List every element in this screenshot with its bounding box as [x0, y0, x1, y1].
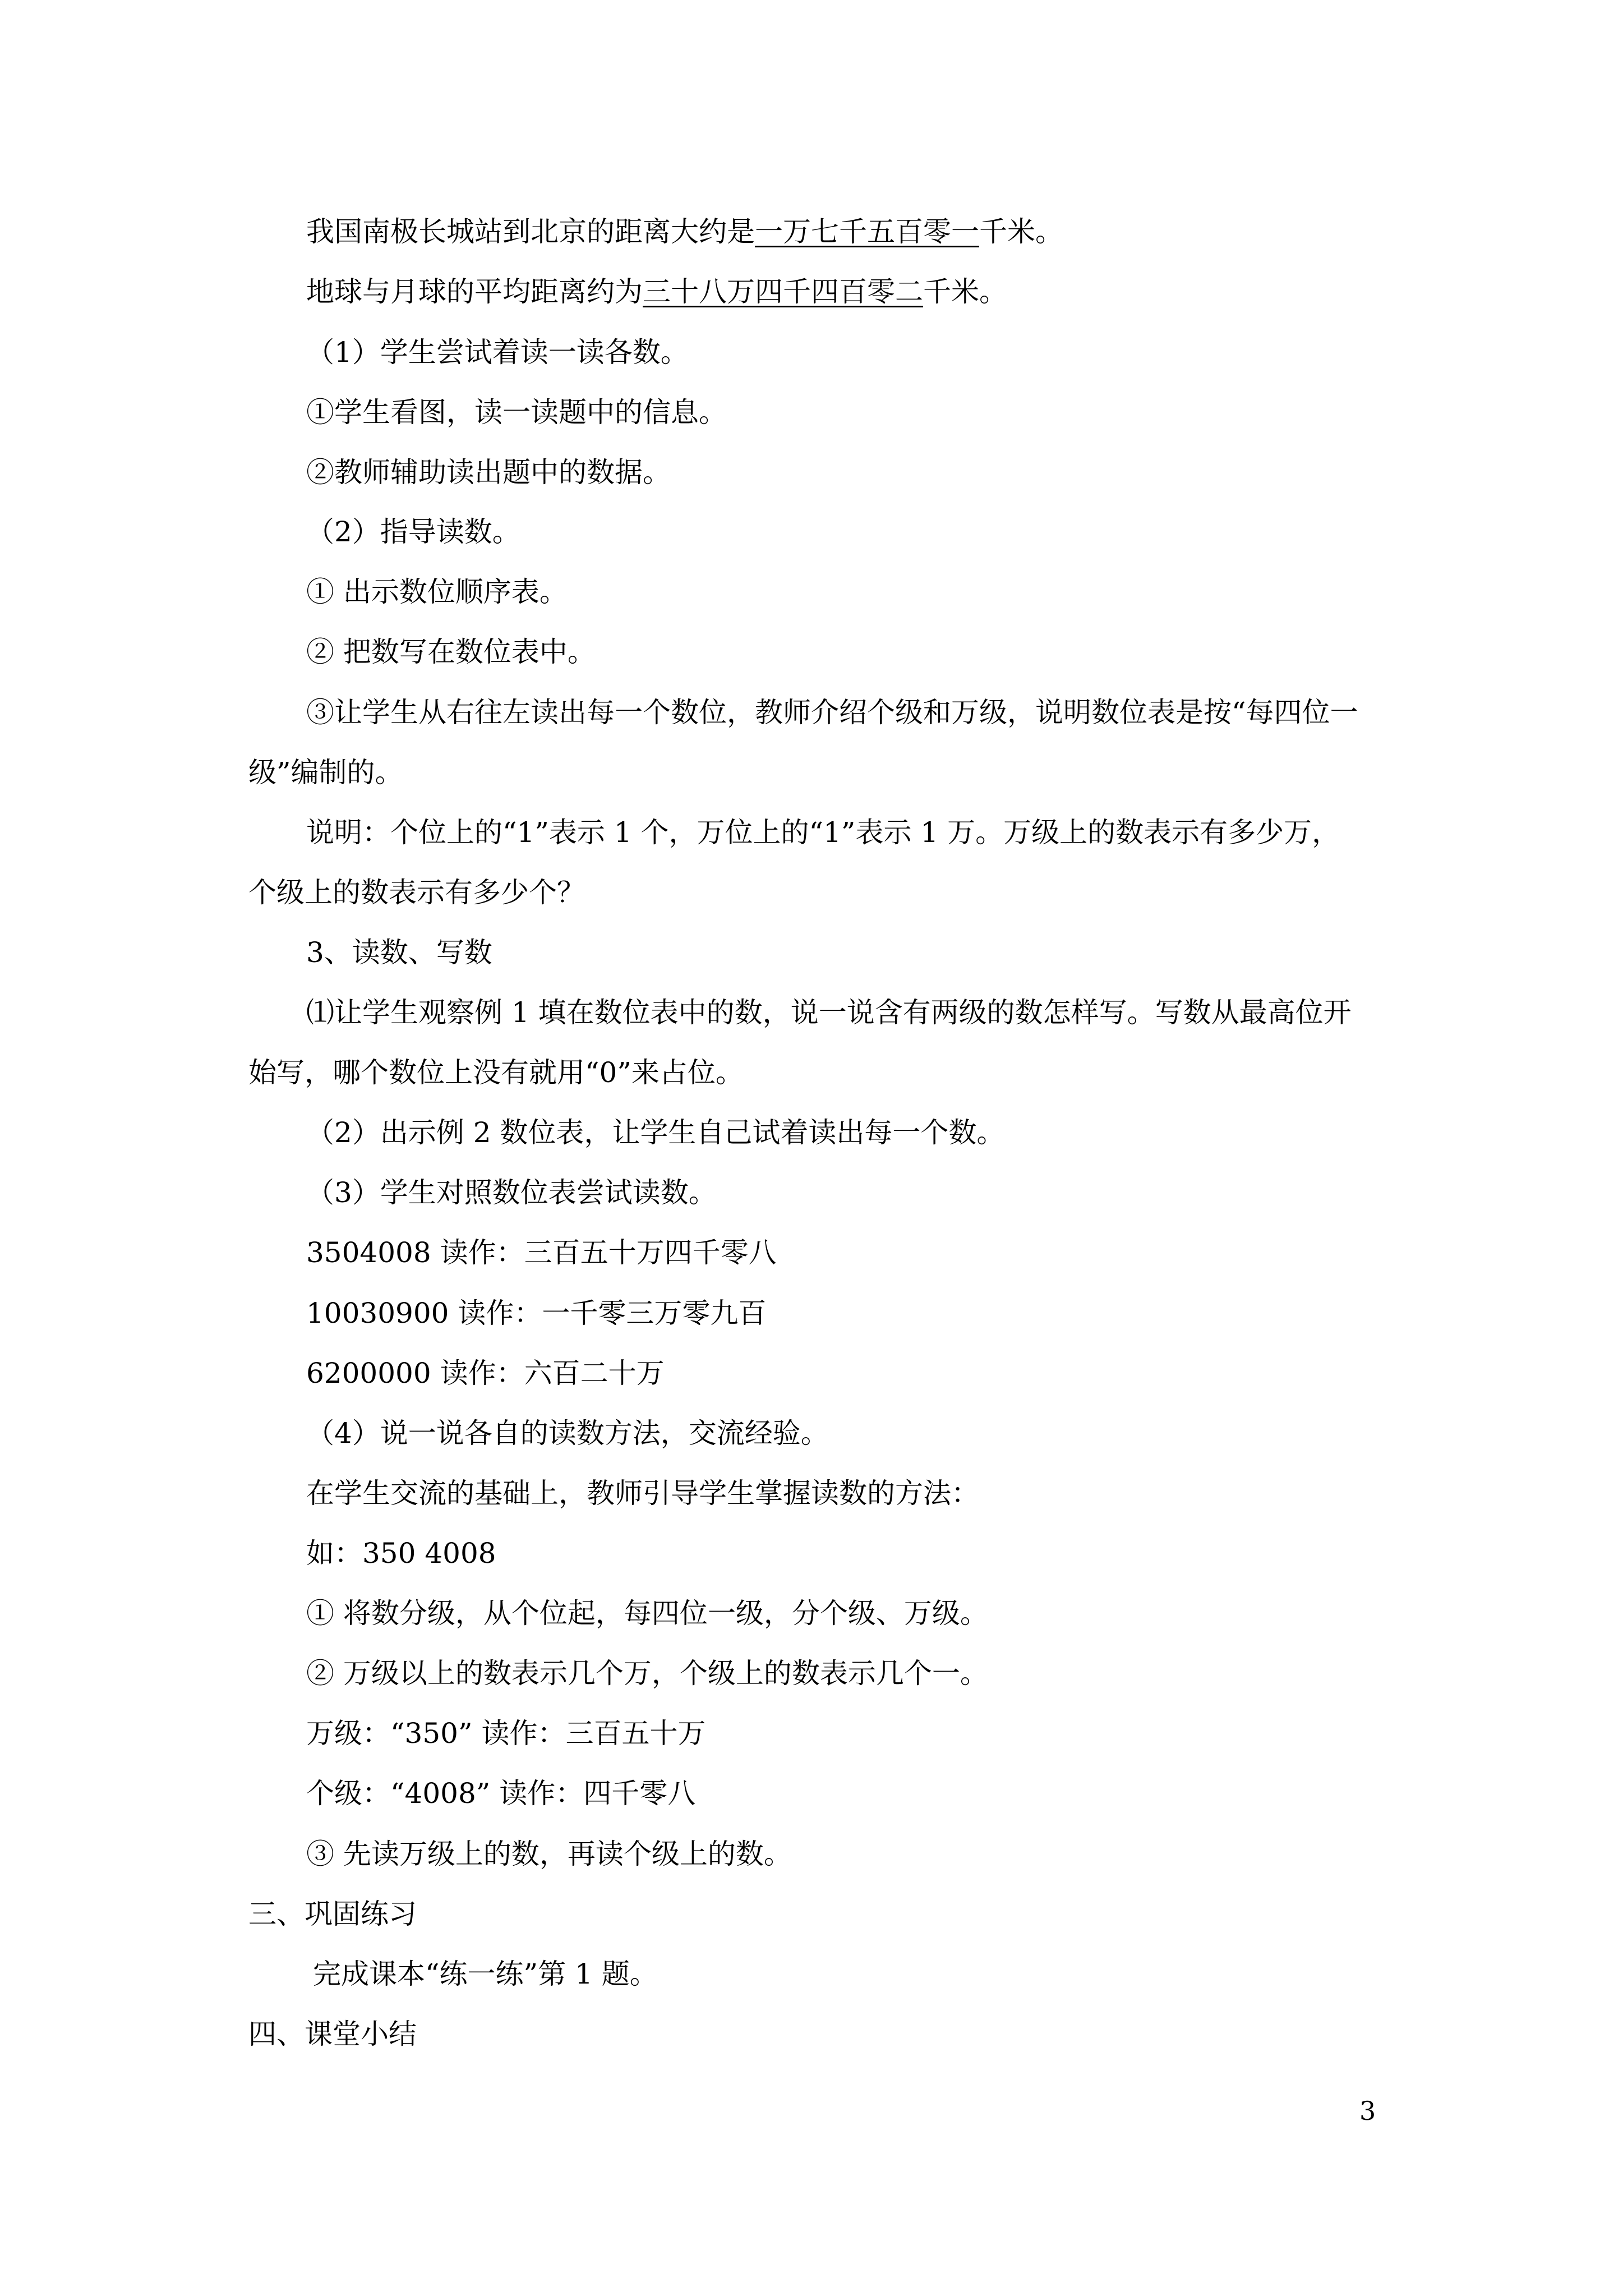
text-line: ③ 先读万级上的数，再读个级上的数。: [306, 1838, 792, 1870]
text-line: ② 万级以上的数表示几个万，个级上的数表示几个一。: [306, 1657, 988, 1690]
text-line: ③让学生从右往左读出每一个数位，教师介绍个级和万级，说明数位表是按“每四位一: [306, 696, 1358, 729]
text-line-distance-moon: [306, 275, 1007, 309]
text-line: 个级：“4008” 读作：四千零八: [306, 1777, 696, 1810]
text-span: 千米。: [979, 215, 1063, 248]
text-line: （4）说一说各自的读数方法，交流经验。: [306, 1417, 829, 1450]
text-line: ①学生看图，读一读题中的信息。: [306, 396, 727, 429]
text-line: ① 将数分级，从个位起，每四位一级，分个级、万级。: [306, 1597, 988, 1630]
page-number: 3: [1359, 2096, 1376, 2126]
text-line: ① 出示数位顺序表。: [306, 576, 568, 608]
text-line: ⑴让学生观察例 1 填在数位表中的数，说一说含有两级的数怎样写。写数从最高位开: [306, 996, 1352, 1029]
section-heading: 三、巩固练习: [248, 1898, 417, 1930]
text-span: 地球与月球的平均距离约为: [306, 275, 643, 308]
text-line: ② 把数写在数位表中。: [306, 636, 596, 668]
text-line: 10030900 读作：一千零三万零九百: [306, 1297, 767, 1329]
text-line: 6200000 读作：六百二十万: [306, 1357, 665, 1389]
text-line: 如：350 4008: [306, 1537, 496, 1570]
text-span: 千米。: [923, 275, 1007, 308]
section-heading: 3、读数、写数: [306, 936, 492, 969]
text-line: 说明：个位上的“1”表示 1 个，万位上的“1”表示 1 万。万级上的数表示有多少万，: [306, 816, 1340, 849]
text-line: （2）指导读数。: [306, 516, 520, 548]
text-line: （3）学生对照数位表尝试读数。: [306, 1176, 717, 1209]
text-line: 3504008 读作：三百五十万四千零八: [306, 1236, 777, 1269]
text-line: 始写，哪个数位上没有就用“0”来占位。: [248, 1056, 744, 1089]
text-line: （1）学生尝试着读一读各数。: [306, 336, 689, 369]
text-line: 万级：“350” 读作：三百五十万: [306, 1717, 706, 1750]
text-line-distance-antarctica: [306, 215, 1063, 249]
text-line: ②教师辅助读出题中的数据。: [306, 456, 671, 489]
underlined-number-words: 三十八万四千四百零二: [643, 275, 923, 308]
text-line: 在学生交流的基础上，教师引导学生掌握读数的方法：: [306, 1477, 979, 1510]
text-line: （2）出示例 2 数位表，让学生自己试着读出每一个数。: [306, 1116, 1005, 1149]
text-line: 级”编制的。: [248, 756, 403, 789]
text-line: 个级上的数表示有多少个？: [248, 876, 585, 909]
text-line: 完成课本“练一练”第 1 题。: [313, 1958, 658, 1990]
section-heading: 四、课堂小结: [248, 2018, 417, 2050]
text-span: 我国南极长城站到北京的距离大约是: [306, 215, 755, 248]
underlined-number-words: 一万七千五百零一: [755, 215, 979, 248]
